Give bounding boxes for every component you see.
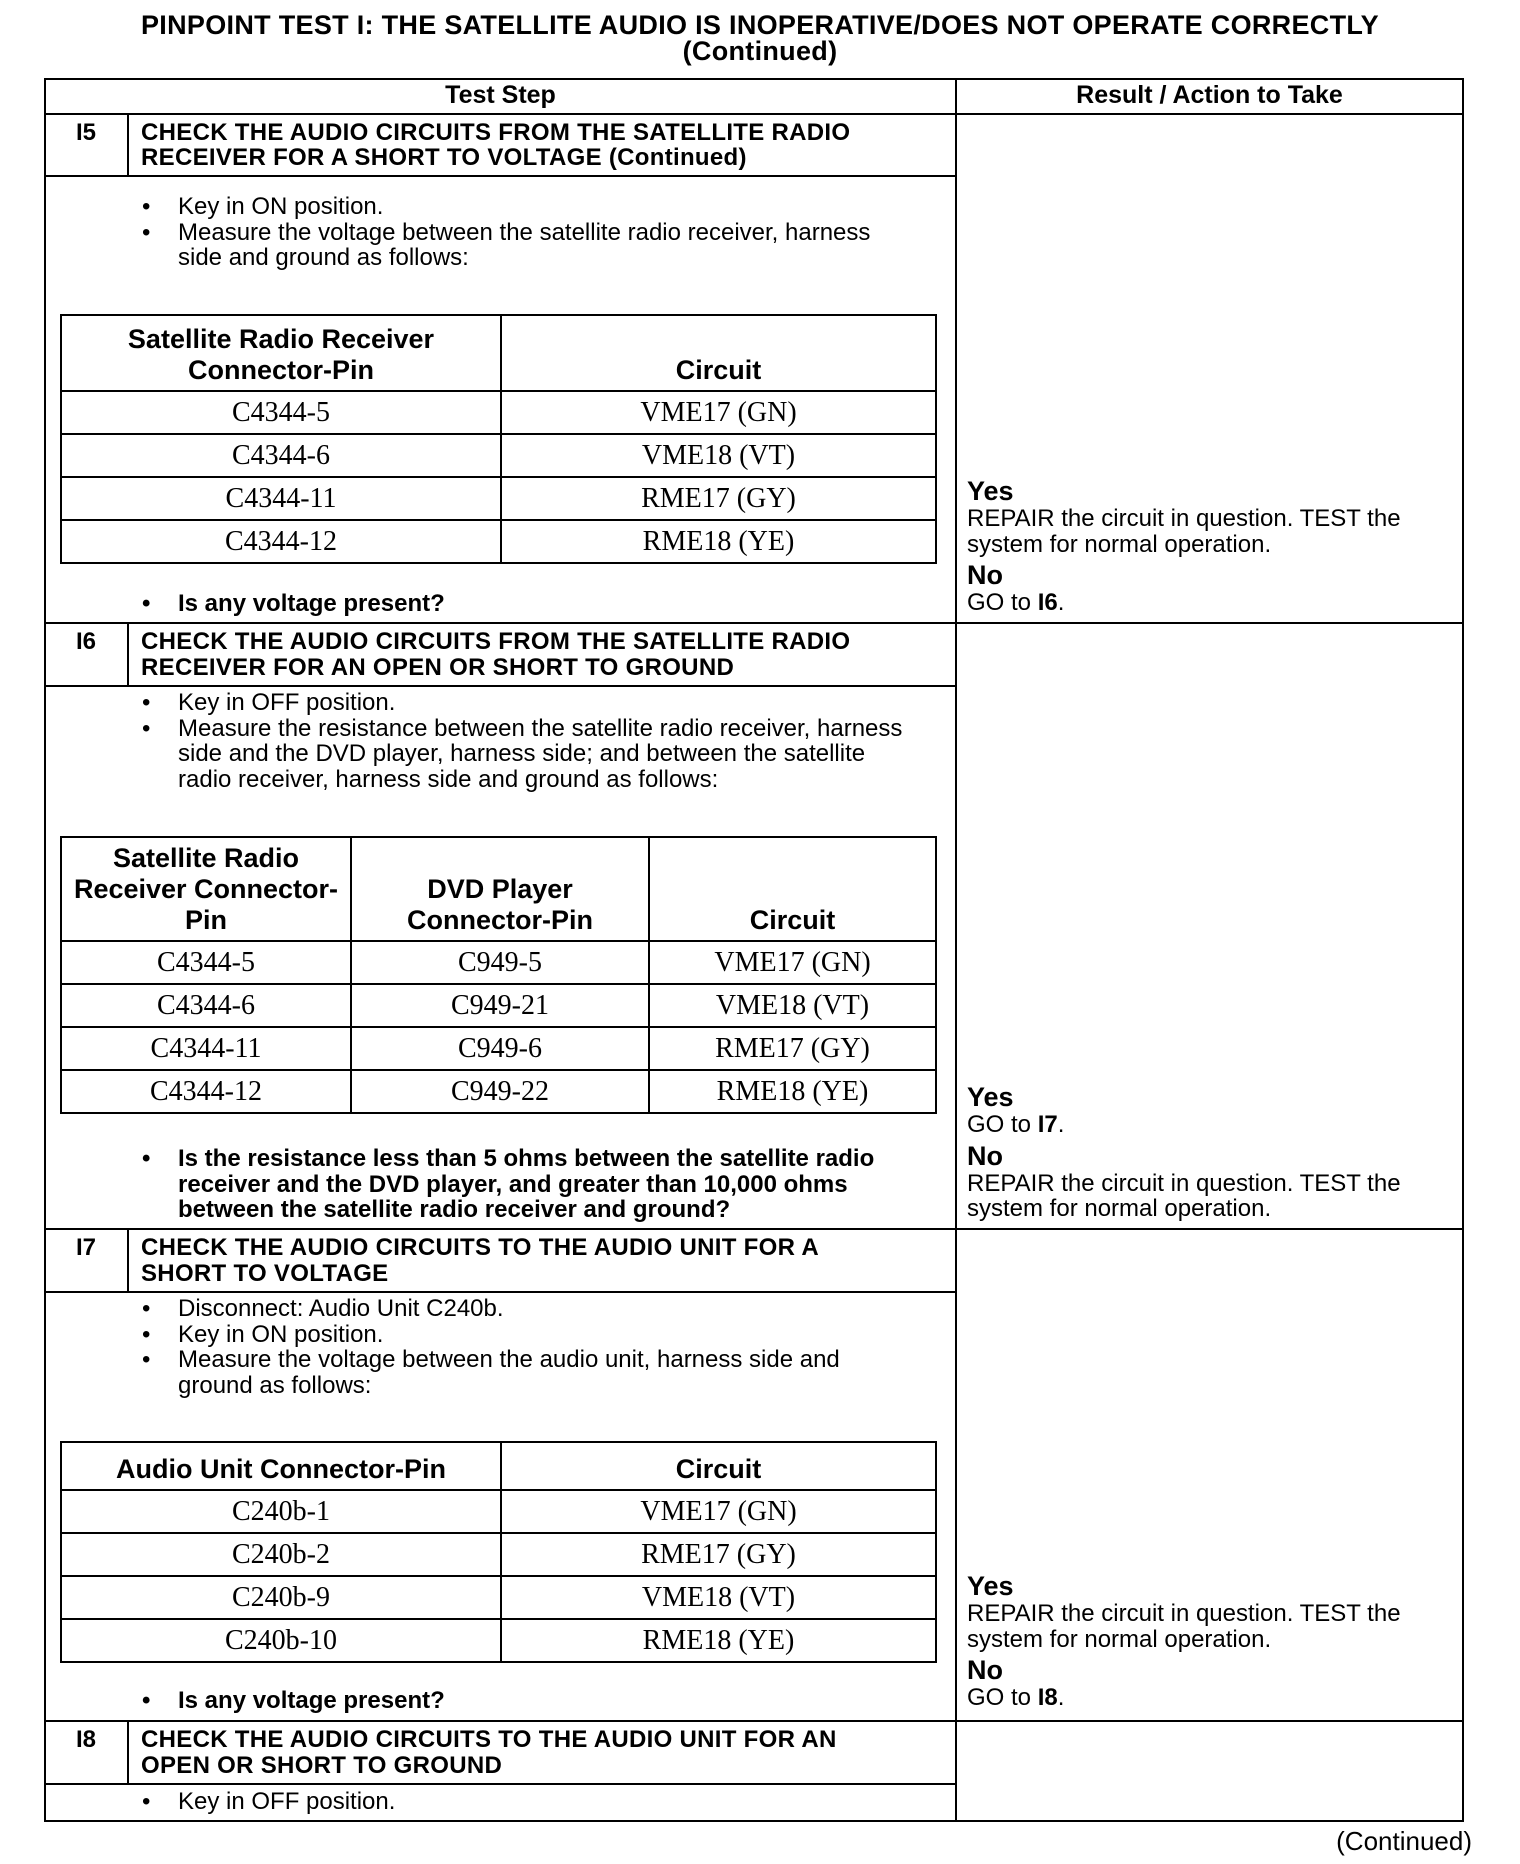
- step-question: [140, 1688, 930, 1714]
- table-header: Circuit: [501, 1442, 936, 1490]
- yes-label: Yes: [967, 1571, 1014, 1601]
- table-row: [61, 1619, 936, 1662]
- table-cell: C240b-2: [61, 1533, 501, 1576]
- step-result: [967, 1083, 1452, 1222]
- question-text: • Is any voltage present?: [140, 591, 930, 617]
- step-bullets: [140, 194, 890, 271]
- step-question: [140, 591, 930, 617]
- table-cell: VME18 (VT): [649, 984, 936, 1027]
- connector-table: [60, 836, 937, 1114]
- step-title-line1: CHECK THE AUDIO CIRCUITS FROM THE SATELLITE RADIO: [141, 628, 851, 655]
- bullet: • Measure the voltage between the satellite radio receiver, harness side and ground as follows:: [140, 220, 890, 271]
- table-cell: C4344-12: [61, 520, 501, 563]
- table-row: [61, 1070, 936, 1113]
- table-row: [61, 1027, 936, 1070]
- table-header: Audio Unit Connector-Pin: [61, 1442, 501, 1490]
- table-cell: VME17 (GN): [501, 391, 936, 434]
- table-cell: VME18 (VT): [501, 1576, 936, 1619]
- bullet: • Measure the resistance between the satellite radio receiver, harness side and the DVD player, harness side; and between the satellite radio receiver, harness side and ground as follows:: [140, 716, 910, 793]
- table-cell: C4344-12: [61, 1070, 351, 1113]
- step-title-line1: CHECK THE AUDIO CIRCUITS TO THE AUDIO UNIT FOR A: [141, 1234, 819, 1261]
- bullet: • Key in OFF position.: [140, 1789, 910, 1815]
- table-cell: RME17 (GY): [501, 477, 936, 520]
- connector-table: [60, 314, 937, 564]
- header-result: Result / Action to Take: [1076, 81, 1343, 109]
- step-title-line2: RECEIVER FOR A SHORT TO VOLTAGE (Continued): [141, 144, 747, 171]
- table-cell: C949-21: [351, 984, 649, 1027]
- table-cell: C4344-5: [61, 391, 501, 434]
- table-row: [61, 391, 936, 434]
- no-label: No: [967, 1140, 1003, 1171]
- table-cell: C240b-1: [61, 1490, 501, 1533]
- table-header: Circuit: [501, 315, 936, 391]
- bullet: • Key in ON position.: [140, 194, 890, 220]
- step-bullets: [140, 1296, 910, 1398]
- step-ref-link[interactable]: I6: [1037, 589, 1058, 616]
- step-bullets: [140, 1789, 910, 1815]
- table-header: Circuit: [649, 837, 936, 941]
- bullet: • Measure the voltage between the audio unit, harness side and ground as follows:: [140, 1347, 910, 1398]
- table-row: [61, 434, 936, 477]
- table-header: Satellite Radio Receiver Connector-Pin: [61, 837, 351, 941]
- question-text: • Is the resistance less than 5 ohms between the satellite radio receiver and the DVD player, and greater than 10,000 ohms between the satellite radio receiver and ground?: [140, 1146, 930, 1223]
- table-row: [61, 984, 936, 1027]
- table-cell: C4344-6: [61, 434, 501, 477]
- step-id: I7: [76, 1234, 97, 1261]
- table-cell: RME17 (GY): [649, 1027, 936, 1070]
- yes-label: Yes: [967, 1082, 1014, 1112]
- step-id: I5: [76, 119, 97, 146]
- table-row: [61, 941, 936, 984]
- table-cell: VME17 (GN): [501, 1490, 936, 1533]
- bullet: • Disconnect: Audio Unit C240b.: [140, 1296, 910, 1322]
- bullet: • Key in ON position.: [140, 1322, 910, 1348]
- table-cell: C240b-9: [61, 1576, 501, 1619]
- table-cell: C949-5: [351, 941, 649, 984]
- table-cell: C4344-5: [61, 941, 351, 984]
- step-question: [140, 1146, 930, 1223]
- step-ref-link[interactable]: I7: [1037, 1111, 1058, 1138]
- table-row: [61, 1533, 936, 1576]
- table-cell: RME17 (GY): [501, 1533, 936, 1576]
- page-subtitle: (Continued): [682, 36, 838, 66]
- table-cell: C4344-11: [61, 477, 501, 520]
- step-title-line2: SHORT TO VOLTAGE: [141, 1260, 389, 1287]
- table-row: [61, 1490, 936, 1533]
- table-cell: RME18 (YE): [501, 520, 936, 563]
- table-cell: C4344-11: [61, 1027, 351, 1070]
- continued-footer: (Continued): [1336, 1826, 1472, 1856]
- table-cell: RME18 (YE): [649, 1070, 936, 1113]
- yes-action: REPAIR the circuit in question. TEST the system for normal operation.: [967, 1600, 1401, 1653]
- step-id: I8: [76, 1726, 97, 1753]
- step-title-line1: CHECK THE AUDIO CIRCUITS FROM THE SATELLITE RADIO: [141, 119, 851, 146]
- no-action: REPAIR the circuit in question. TEST the system for normal operation.: [967, 1169, 1401, 1222]
- table-cell: RME18 (YE): [501, 1619, 936, 1662]
- table-cell: VME18 (VT): [501, 434, 936, 477]
- yes-action: REPAIR the circuit in question. TEST the system for normal operation.: [967, 505, 1401, 558]
- table-cell: C949-22: [351, 1070, 649, 1113]
- table-cell: C949-6: [351, 1027, 649, 1070]
- no-action: GO to I6.: [967, 589, 1065, 616]
- yes-action: GO to I7.: [967, 1111, 1065, 1138]
- yes-label: Yes: [967, 476, 1014, 506]
- no-action: GO to I8.: [967, 1684, 1065, 1711]
- page-title: PINPOINT TEST I: THE SATELLITE AUDIO IS INOPERATIVE/DOES NOT OPERATE CORRECTLY: [141, 10, 1379, 40]
- header-test-step: Test Step: [445, 81, 556, 109]
- table-row: [61, 477, 936, 520]
- table-cell: VME17 (GN): [649, 941, 936, 984]
- table-cell: C4344-6: [61, 984, 351, 1027]
- step-ref-link[interactable]: I8: [1037, 1684, 1058, 1711]
- no-label: No: [967, 560, 1003, 590]
- table-header: DVD Player Connector-Pin: [351, 837, 649, 941]
- step-id: I6: [76, 628, 97, 655]
- table-row: [61, 520, 936, 563]
- step-title-line2: OPEN OR SHORT TO GROUND: [141, 1752, 503, 1779]
- connector-table: [60, 1441, 937, 1663]
- no-label: No: [967, 1655, 1003, 1685]
- step-title-line1: CHECK THE AUDIO CIRCUITS TO THE AUDIO UNIT FOR AN: [141, 1726, 837, 1753]
- table-cell: C240b-10: [61, 1619, 501, 1662]
- step-title-line2: RECEIVER FOR AN OPEN OR SHORT TO GROUND: [141, 654, 735, 681]
- step-result: [967, 477, 1452, 616]
- step-result: [967, 1572, 1452, 1711]
- bullet: • Key in OFF position.: [140, 690, 910, 716]
- question-text: • Is any voltage present?: [140, 1688, 930, 1714]
- step-bullets: [140, 690, 910, 792]
- table-header: Satellite Radio Receiver Connector-Pin: [61, 315, 501, 391]
- table-row: [61, 1576, 936, 1619]
